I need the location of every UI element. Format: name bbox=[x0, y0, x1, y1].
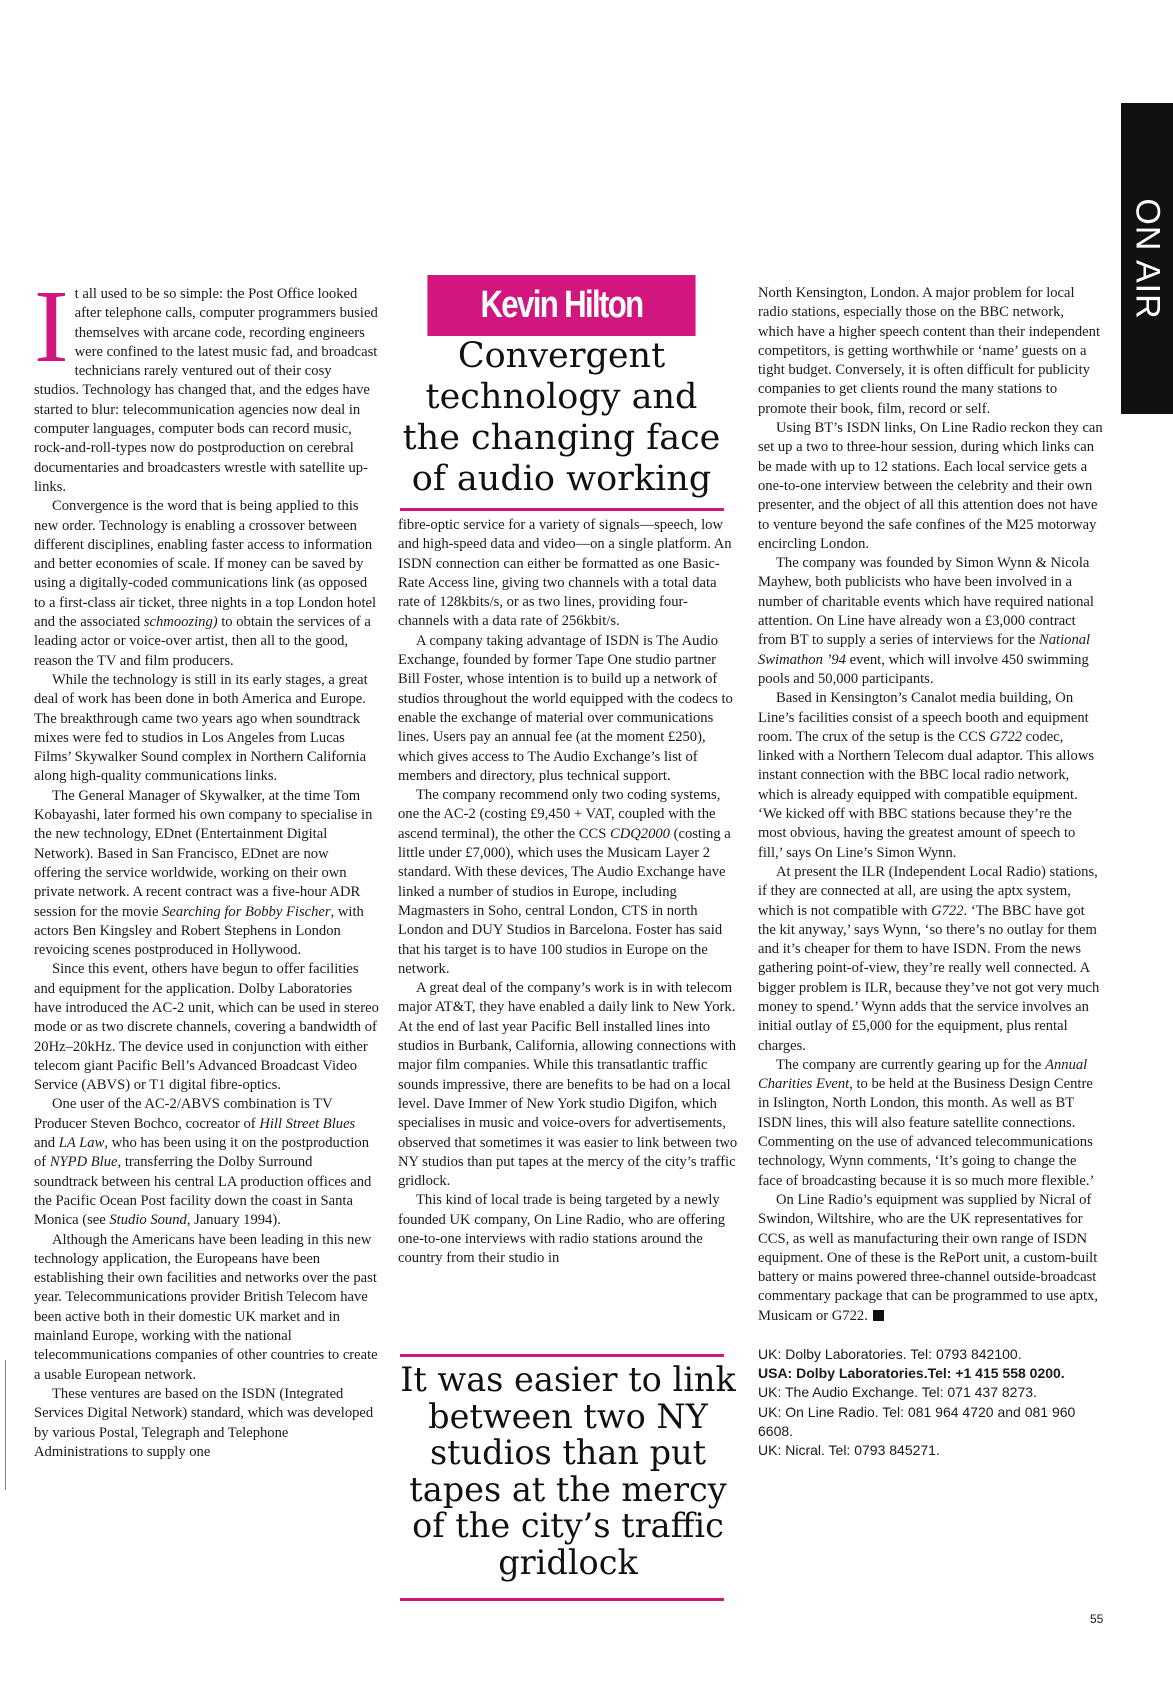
paragraph: Since this event, others have begun to offer facilities and equipment for the application. Dolby Laboratories have introduced the AC-2 unit, which can be used in stereo mode or as two discrete channels, covering a bandwidth of 20Hz–20kHz. The device used in conjunction with either telecom giant Pacific Bell’s Advanced Broadcast Video Service (ABVS) or T1 digital fibre-optics. bbox=[34, 961, 379, 1094]
margin-line bbox=[5, 1360, 6, 1490]
headline-rule bbox=[400, 508, 724, 511]
pull-quote: It was easier to link between two NY studios than put tapes at the mercy of the city’s traffic gridlock bbox=[400, 1360, 736, 1582]
paragraph: The company are currently gearing up for the Annual Charities Event, to be held at the Business Design Centre in Islington, North London, this month. As well as BT ISDN lines, this will also feature satellite connections. Commenting on the use of advanced telecommunications technology, Wynn comments, ‘It’s going to change the face of broadcasting because it is so much more flexible.’ bbox=[758, 1056, 1095, 1189]
paragraph: On Line Radio’s equipment was supplied by Nicral of Swindon, Wiltshire, who are the UK representatives for CCS, as well as manufacturing their own range of ISDN equipment. One of these is the RePort unit, a custom-built battery or mains powered three-channel outside-broadcast commentary package that can be programmed to use aptx, Musicam or G722. bbox=[758, 1191, 1098, 1324]
section-tab bbox=[1121, 103, 1173, 414]
paragraph: Convergence is the word that is being applied to this new order. Technology is enabling a crossover between different disciplines, enabling faster access to information and better economies of scale. If money can be saved by using a digitally-coded communications link (as opposed to a first-class air ticket, three nights in a top London hotel and the associated schmoozing) to obtain the services of a leading actor or voice-over artist, then all to the good, reason the TV and film producers. bbox=[34, 498, 377, 669]
paragraph: fibre-optic service for a variety of signals—speech, low and high-speed data and video—on a single platform. An ISDN connection can either be formatted as one Basic-Rate Access line, giving two channels with a total data rate of 128kbits/s, or as two lines, providing four-channels with a data rate of 256kbit/s. bbox=[398, 517, 732, 630]
paragraph: The company was founded by Simon Wynn & Nicola Mayhew, both publicists who have been involved in a number of charitable events which have required national attention. On Line have already won a £3,000 contract from BT to supply a series of interviews for the National Swimathon ’94 event, which will involve 450 swimming pools and 50,000 participants. bbox=[758, 555, 1094, 687]
drop-cap: I bbox=[34, 269, 69, 384]
byline: Kevin Hilton bbox=[427, 275, 695, 336]
paragraph: One user of the AC-2/ABVS combination is TV Producer Steven Bochco, cocreator of Hill Street Blues and LA Law, who has been using it on the postproduction of NYPD Blue, transferring the Dolby Surround soundtrack between his central LA production offices and the Pacific Ocean Post facility down the coast in Santa Monica (see Studio Sound, January 1994). bbox=[34, 1096, 372, 1229]
end-mark-icon bbox=[873, 1310, 884, 1321]
paragraph: The General Manager of Skywalker, at the time Tom Kobayashi, later formed his own company to specialise in the new technology, EDnet (Entertainment Digital Network). Based in San Francisco, EDnet are now offering the service worldwide, working on their own private network. A recent contract was a five-hour ADR session for the movie Searching for Bobby Fischer, with actors Ben Kingsley and Robert Stephens in London revoicing scenes postproduced in Hollywood. bbox=[34, 787, 373, 959]
pull-quote-rule-top bbox=[400, 1354, 724, 1357]
paragraph: A company taking advantage of ISDN is The Audio Exchange, founded by former Tape One studio partner Bill Foster, whose intention is to build up a network of studios throughout the world equipped with the codecs to enable the exchange of material over communications lines. Users pay an annual fee (at the moment £250), which gives access to The Audio Exchange’s list of members and directory, plus technical support. bbox=[398, 632, 733, 784]
paragraph: Based in Kensington’s Canalot media building, On Line’s facilities consist of a speech booth and equipment room. The crux of the setup is the CCS G722 codec, linked with a Northern Telecom dual adaptor. This allows instant connection with the BBC local radio network, which is already equipped with compatible equipment. ‘We kicked off with BBC stations because they’re the most obvious, having the greatest amount of speech to fill,’ says On Line’s Simon Wynn. bbox=[758, 690, 1095, 861]
contact-line: UK: Nicral. Tel: 0793 845271. bbox=[758, 1442, 940, 1459]
contact-line: USA: Dolby Laboratories.Tel: +1 415 558 0200. bbox=[758, 1365, 1065, 1382]
paragraph: The company recommend only two coding systems, one the AC-2 (costing £9,450 + VAT, coupled with the ascend terminal), the other the CCS CDQ2000 (costing a little under £7,000), which uses the Musicam Layer 2 standard. With these devices, The Audio Exchange have linked a number of studios in Europe, including Magmasters in Soho, central London, CTS in north London and DUY Studios in Barcelona. Foster has said that his target is to have 100 studios in Europe on the network. bbox=[398, 787, 731, 977]
paragraph: Using BT’s ISDN links, On Line Radio reckon they can set up a two to three-hour session, during which links can be made with up to 12 stations. Each local service gets a one-to-one interview between the celebrity and their own presenter, and the object of all this attention does not have to venture beyond the safe confines of the M25 motorway encircling London. bbox=[758, 420, 1103, 552]
paragraph: These ventures are based on the ISDN (Integrated Services Digital Network) standard, which was developed by various Postal, Telegraph and Telephone Administrations to supply one bbox=[34, 1385, 374, 1460]
paragraph: At present the ILR (Independent Local Radio) stations, if they are connected at all, are using the aptx system, which is not compatible with G722. ‘The BBC have got the kit anyway,’ says Wynn, ‘so there’s no outlay for them and it’s cheaper for them to have ISDN. From the news gathering point-of-view, they’re really well connected. A bigger problem is ILR, because they’ve not got very much money to spend.’ Wynn adds that the service involves an initial outlay of £5,000 for the equipment, plus rental charges. bbox=[758, 863, 1100, 1054]
pull-quote-rule-bottom bbox=[400, 1598, 724, 1601]
article-column-3 bbox=[758, 284, 1103, 1460]
headline: Convergent technology and the changing face of audio working bbox=[402, 336, 721, 499]
paragraph: Although the Americans have been leading in this new technology application, the Europeans have been establishing their own facilities and networks over the past year. Telecommunications provider British Telecom have been active both in their domestic UK market and in mainland Europe, working with the national telecommunications companies of other countries to create a usable European network. bbox=[34, 1231, 378, 1383]
contacts-list bbox=[758, 1345, 1103, 1460]
section-tab-label: ON AIR bbox=[1128, 197, 1167, 320]
paragraph: North Kensington, London. A major problem for local radio stations, especially those on the BBC network, which have a higher speech content than their independent competitors, is getting worthwhile or ‘name’ guests on a tight budget. Conversely, it is often difficult for publicity companies to get clients round the many stations to promote their book, film, record or self. bbox=[758, 285, 1101, 417]
paragraph: A great deal of the company’s work is in with telecom major AT&T, they have enabled a daily link to New York. At the end of last year Pacific Bell installed lines into studios in Burbank, California, allowing connections with major film companies. While this transatlantic traffic sounds impressive, there are benefits to be had on a local level. Dave Immer of New York studio Digifon, which specialises in music and voice-overs for advertisements, observed that sometimes it was easier to link between two NY studios than put tapes at the mercy of the city’s traffic gridlock. bbox=[398, 980, 738, 1190]
article-column-1 bbox=[34, 269, 379, 1462]
paragraph: While the technology is still in its early stages, a great deal of work has been done in both America and Europe. The breakthrough came two years ago when soundtrack mixes were fed to studios in Los Angeles from Lucas Films’ Skywalker Sound complex in Northern California along high-quality communications links. bbox=[34, 671, 368, 785]
paragraph: This kind of local trade is being targeted by a newly founded UK company, On Line Radio, who are offering one-to-one interviews with radio stations around the country from their studio in bbox=[398, 1192, 726, 1267]
opening-paragraph: It all used to be so simple: the Post Office looked after telephone calls, computer programmers busied themselves with arcane code, recording engineers were confined to the latest music fad, and broadcast technicians rarely ventured out of their cosy studios. Technology has changed that, and the edges have started to blur: telecommunication agencies now deal in computer languages, computer bods can record music, rock-and-roll-types now do postproduction on cerebral documentaries and broadcasters wrestle with satellite up-links. bbox=[34, 269, 378, 495]
article-column-2 bbox=[398, 516, 738, 1269]
contact-line: UK: The Audio Exchange. Tel: 071 437 8273. bbox=[758, 1384, 1037, 1401]
page-number: 55 bbox=[1090, 1612, 1104, 1626]
contact-line: UK: On Line Radio. Tel: 081 964 4720 and 081 960 6608. bbox=[758, 1403, 1076, 1439]
contact-line: UK: Dolby Laboratories. Tel: 0793 842100. bbox=[758, 1346, 1022, 1363]
